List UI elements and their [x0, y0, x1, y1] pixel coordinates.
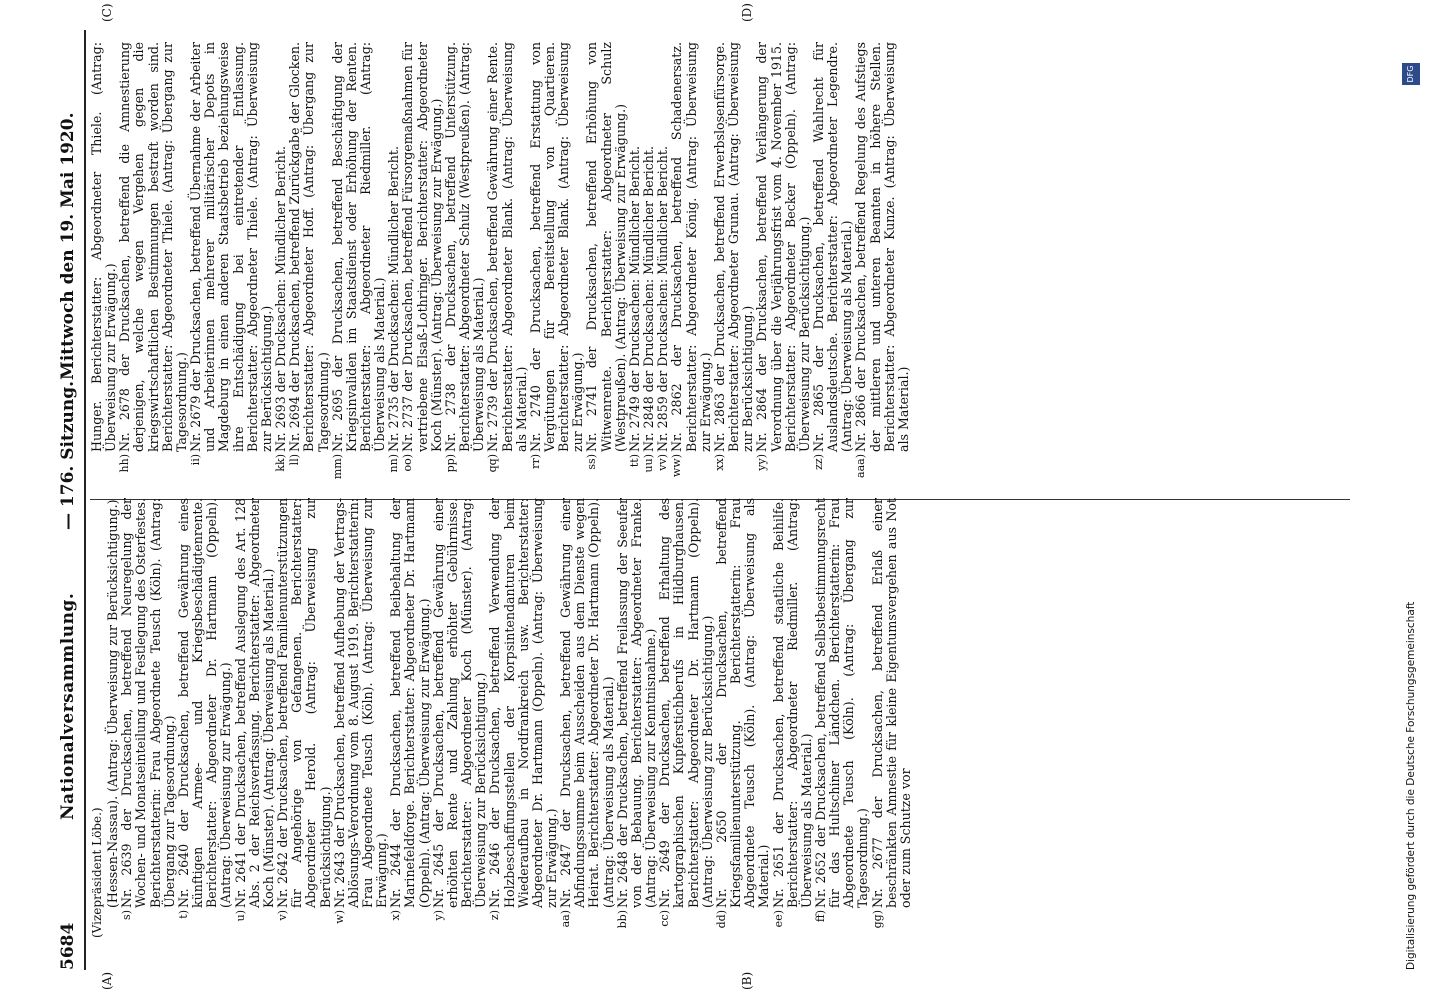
- agenda-entry: [670, 42, 712, 482]
- agenda-entry: [755, 42, 812, 482]
- entry-text: Hunger. Berichterstatter: Abgeordneter Thiele. (Antrag: Überweisung zur Erwägung.): [89, 42, 119, 452]
- entry-label: t): [176, 910, 190, 919]
- entry-label: tt): [627, 454, 641, 468]
- agenda-entry: [656, 42, 670, 482]
- entry-label: aaa): [854, 454, 868, 478]
- entry-text: Nr. 2865 der Drucksachen, betreffend Wahlrecht für Auslandsdeutsche. Berichterstatter: Abgeordneter Legendre. (Antrag: Überweisung als Material.): [810, 42, 855, 452]
- entry-label: nn): [387, 454, 401, 473]
- page-header: [52, 20, 80, 980]
- agenda-entry: [189, 42, 274, 482]
- entry-text: Nr. 2642 der Drucksachen, betreffend Familienunterstützungen für Angehörige von Gefangenen. Berichterstatter: Abgeordneter Herold. (Antrag: Überweisung zur Berücksichtigung.): [275, 498, 333, 908]
- entry-text: Nr. 2679 der Drucksachen, betreffend Übernahme der Arbeiter und Arbeiterinnen mehrerer militärischer Depots in Magdeburg in einen anderen Staatsbetrieb beziehungsweise ihre Entschädigung bei eintretender Entlassung. Berichterstatter: Abgeordneter Thiele. (Antrag: Überweisung zur Berücksichtigung.): [188, 42, 274, 452]
- agenda-entry: [486, 42, 528, 482]
- entry-label: s): [120, 910, 134, 920]
- entry-text: Nr. 2647 der Drucksachen, betreffend Gewährung einer Abfindungssumme beim Ausscheiden aus dem Dienste wegen Heirat. Berichterstatter: Abgeordneter Dr. Hartmann (Oppeln). (Antrag: Überweisung als Material.): [558, 498, 616, 908]
- agenda-entry: [658, 498, 715, 938]
- entry-label: ww): [670, 454, 684, 478]
- entry-label: cc): [658, 910, 672, 927]
- dfg-logo-icon: DFG: [1402, 63, 1420, 85]
- session-date: Mittwoch den 19. Mai 1920.: [58, 112, 78, 380]
- digitization-credit: [1400, 10, 1424, 990]
- entry-label: pp): [443, 454, 457, 473]
- agenda-entry: [585, 42, 627, 482]
- agenda-entry: [118, 42, 189, 482]
- entry-text: Nr. 2646 der Drucksachen, betreffend Verwendung der Holzbeschaffungsstellen der Korpsintendanturen beim Wiederaufbau in Nordfrankreich usw. Berichterstatter: Abgeordneter Dr. Hartmann (Oppeln). (Antrag: Überweisung zur Erwägung.): [487, 498, 559, 908]
- agenda-entry: [444, 42, 486, 482]
- credit-text: Digitalisierung gefördert durch die Deutsche Forschungsgemeinschaft: [1405, 601, 1417, 970]
- entry-text: Nr. 2643 der Drucksachen, betreffend Aufhebung der Vertrags-Ablösungs-Verordnung vom 8. August 1919. Berichterstatterin: Frau Abgeordnete Teusch (Köln). (Antrag: Überweisung zur Erwägung.): [331, 498, 390, 908]
- entry-text: Nr. 2649 der Drucksachen, betreffend Erhaltung des kartographischen Kupferstichberufs in Hildburghausen. Berichterstatter: Abgeordneter Dr. Hartmann (Oppeln). (Antrag: Überweisung zur Berücksichtigung.): [657, 498, 715, 908]
- agenda-entry: [276, 498, 333, 938]
- entry-text: Nr. 2695 der Drucksachen, betreffend Beschäftigung der Kriegsinvaliden im Staatsdienst oder Erhöhung der Renten. Berichterstatter: Abgeordneter Riedmiller. (Antrag: Überweisung als Material.): [329, 42, 388, 452]
- entry-text: Nr. 2678 der Drucksachen, betreffend die Amnestierung derjenigen, welche wegen Vergehen gegen die kriegswirtschaftlichen Bestimmungen bestraft worden sind. Berichterstatter: Abgeordneter Thiele. (Antrag: Übergang zur Tagesordnung.): [117, 42, 189, 452]
- entry-label: w): [332, 910, 346, 924]
- entry-label: zz): [811, 454, 825, 470]
- left-entry-list: [106, 498, 913, 938]
- entry-text: Nr. 2738 der Drucksachen, betreffend Unterstützung. Berichterstatter: Abgeordneter Schulz (Westpreußen). (Antrag: Überweisung als Material.): [442, 42, 487, 452]
- entry-label: ee): [771, 910, 785, 928]
- agenda-entry: [387, 42, 401, 482]
- entry-label: dd): [714, 910, 728, 929]
- entry-text: Nr. 2640 der Drucksachen, betreffend Gewährung eines künftigen Armee- und Kriegsbeschädigtenrente. Berichterstatter: Abgeordneter Dr. Hartmann (Oppeln). (Antrag: Überweisung zur Erwägung.): [175, 498, 234, 908]
- entry-label: u): [233, 910, 247, 922]
- entry-text: Nr. 2650 der Drucksachen, betreffend Kriegsfamilienunterstützung. Berichterstatterin: Frau Abgeordnete Teusch (Köln). (Antrag: Überweisung als Material.): [713, 498, 772, 908]
- agenda-entry: [288, 42, 330, 482]
- entry-label: ss): [585, 454, 599, 470]
- entry-text: Nr. 2737 der Drucksachen, betreffend Fürsorgemaßnahmen für vertriebene Elsaß-Lothringer. Berichterstatter: Abgeordneter Koch (Münster). (Antrag: Überweisung zur Erwägung.): [400, 42, 444, 452]
- publication-title: Nationalversammlung.: [58, 592, 78, 820]
- entry-text: Nr. 2693 der Drucksachen: Mündlicher Bericht.: [273, 146, 289, 452]
- entry-text: Nr. 2641 der Drucksachen, betreffend Auslegung des Art. 128 Abs. 2 der Reichsverfassung. Berichterstatter: Abgeordneter Koch (Münster). (Antrag: Überweisung als Material.): [232, 498, 276, 908]
- entry-text: Nr. 2862 der Drucksachen, betreffend Schadenersatz. Berichterstatter: Abgeordneter König. (Antrag: Überweisung zur Erwägung.): [669, 42, 713, 452]
- entry-text: Nr. 2644 der Drucksachen, betreffend Beibehaltung der Marinefeldforge. Berichterstatter: Abgeordneter Dr. Hartmann (Oppeln). (Antrag: Überweisung zur Erwägung.): [388, 498, 432, 908]
- entry-label: qq): [486, 454, 500, 473]
- entry-text: Nr. 2848 der Drucksachen: Mündlicher Bericht.: [641, 146, 657, 452]
- agenda-entry: [120, 498, 177, 938]
- entry-label: v): [276, 910, 290, 921]
- entry-label: x): [389, 910, 403, 921]
- entry-text: Nr. 2864 der Drucksachen, betreffend Verlängerung der Verordnung über die Verjährungsfrist vom 4. November 1915. Berichterstatter: Abgeordneter Becker (Oppeln). (Antrag: Überweisung zur Berücksichtigung.): [754, 42, 812, 452]
- agenda-entry: [814, 498, 871, 938]
- agenda-entry: [772, 498, 814, 938]
- agenda-entry: [274, 42, 288, 482]
- agenda-entry: [432, 498, 489, 938]
- entry-text: Nr. 2863 der Drucksachen, betreffend Erwerbslosenfürsorge. Berichterstatter: Abgeordneter Grunau. (Antrag: Überweisung zur Berücksichtigung.): [711, 42, 756, 452]
- agenda-entry: [401, 42, 443, 482]
- entry-label: y): [431, 910, 445, 921]
- entry-text: (Hessen-Nassau). (Antrag: Überweisung zur Berücksichtigung.): [105, 499, 121, 908]
- header-rule: [84, 30, 86, 970]
- agenda-entry: [331, 42, 388, 482]
- entry-text: Nr. 2651 der Drucksachen, betreffend staatliche Beihilfe. Berichterstatter: Abgeordneter Riedmiller. (Antrag: Überweisung als Material.): [770, 498, 814, 908]
- agenda-entry: [106, 498, 120, 938]
- entry-text: Nr. 2694 der Drucksachen, betreffend Zurückgabe der Glocken. Berichterstatter: Abgeordneter Hoff. (Antrag: Übergang zur Tagesordnung.): [287, 42, 331, 452]
- page-number: 5684: [58, 922, 78, 970]
- agenda-entry: [90, 42, 118, 482]
- entry-label: vv): [656, 454, 670, 471]
- entry-text: Nr. 2639 der Drucksachen, betreffend Neuregelung der Wochen- und Monatseinteilung und Festlegung des Osterfestes. Berichterstatterin: Frau Abgeordnete Teusch (Köln). (Antrag: Übergang zur Tagesordnung.): [119, 498, 177, 908]
- agenda-entry: [559, 498, 616, 938]
- entry-label: yy): [755, 454, 769, 471]
- session-title: — 176. Sitzung.: [58, 380, 78, 530]
- entry-text: Nr. 2740 der Drucksachen, betreffend Erstattung von Vergütungen für Bereitstellung von Quartieren. Berichterstatter: Abgeordneter Blank. (Antrag: Überweisung zur Erwägung.): [527, 42, 586, 452]
- entry-label: xx): [712, 454, 726, 471]
- entry-text: Nr. 2749 der Drucksachen: Mündlicher Bericht.: [626, 146, 642, 452]
- left-column: [90, 498, 913, 938]
- entry-label: hh): [118, 454, 132, 473]
- agenda-entry: [715, 498, 772, 938]
- entry-label: kk): [274, 454, 288, 472]
- entry-text: Nr. 2741 der Drucksachen, betreffend Erhöhung von Witwenrente. Berichterstatter: Abgeordneter Schulz (Westpreußen). (Antrag: Überweisung zur Erwägung.): [584, 42, 628, 452]
- entry-label: aa): [559, 910, 573, 928]
- entry-text: Nr. 2866 der Drucksachen, betreffend Regelung des Aufstiegs der mittleren und unteren Beamten in höhere Stellen. Berichterstatter: Abgeordneter Kunze. (Antrag: Überweisung als Material.): [853, 42, 911, 452]
- entry-text: Nr. 2735 der Drucksachen: Mündlicher Bericht.: [386, 146, 402, 452]
- entry-label: oo): [401, 454, 415, 472]
- margin-mark-c: (C): [100, 3, 114, 22]
- entry-text: Nr. 2648 der Drucksachen, betreffend Freilassung der Seeufer von der Bebauung. Berichterstatter: Abgeordneter Franke. (Antrag: Überweisung zur Kenntnisnahme.): [614, 498, 659, 908]
- entry-label: mm): [330, 454, 344, 480]
- agenda-entry: [333, 498, 390, 938]
- agenda-entry: [234, 498, 276, 938]
- entry-label: gg): [870, 910, 884, 929]
- entry-text: Nr. 2652 der Drucksachen, betreffend Selbstbestimmungsrecht für das Hultschiner Ländchen. Berichterstatterin: Frau Abgeordnete Teusch (Köln). (Antrag: Übergang zur Tagesordnung.): [812, 498, 871, 908]
- agenda-entry: [812, 42, 854, 482]
- right-column: [90, 42, 911, 482]
- agenda-entry: [529, 42, 586, 482]
- margin-mark-b: (B): [740, 971, 754, 990]
- agenda-entry: [713, 42, 755, 482]
- speaker-note: (Vizepräsident Löbe.): [90, 807, 104, 938]
- margin-mark-d: (D): [740, 3, 754, 22]
- agenda-entry: [642, 42, 656, 482]
- entry-label: ii): [189, 454, 203, 466]
- right-entry-list: [90, 42, 911, 482]
- entry-label: bb): [615, 910, 629, 929]
- entry-label: ff): [813, 910, 827, 923]
- entry-text: Nr. 2739 der Drucksachen, betreffend Gewährung einer Rente. Berichterstatter: Abgeordneter Blank. (Antrag: Überweisung als Material.): [485, 42, 529, 452]
- entry-label: z): [488, 910, 502, 921]
- agenda-entry: [177, 498, 234, 938]
- agenda-entry: [616, 498, 658, 938]
- entry-label: uu): [642, 454, 656, 473]
- entry-text: Nr. 2645 der Drucksachen, betreffend Gewährung einer erhöhten Rente und Zahlung erhöhter Gebührnisse. Berichterstatter: Abgeordneter Koch (Münster). (Antrag: Überweisung zur Berücksichtigung.): [430, 498, 489, 908]
- entry-label: ll): [288, 454, 302, 466]
- agenda-entry: [488, 498, 559, 938]
- entry-text: Nr. 2677 der Drucksachen, betreffend Erlaß einer beschränkten Amnestie für kleine Eigentumsvergehen aus Not oder zum Schutze vor: [869, 498, 913, 908]
- agenda-entry: [389, 498, 431, 938]
- entry-text: Nr. 2859 der Drucksachen: Mündlicher Bericht.: [655, 146, 671, 452]
- agenda-entry: [871, 498, 913, 938]
- entry-label: rr): [528, 454, 542, 469]
- agenda-entry: [628, 42, 642, 482]
- margin-mark-a: (A): [100, 971, 114, 990]
- agenda-entry: [854, 42, 911, 482]
